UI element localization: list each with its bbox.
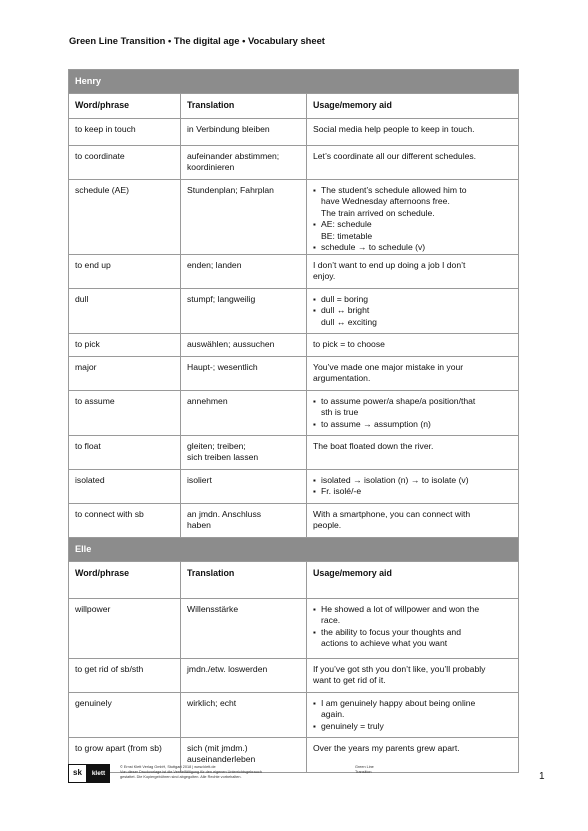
translation-line: isoliert <box>187 475 212 485</box>
usage-cell <box>307 470 518 503</box>
usage-cell <box>307 659 518 692</box>
usage-cell <box>307 357 518 390</box>
logo-sk: sk <box>68 764 87 783</box>
series-name <box>355 765 374 775</box>
vocab-row <box>69 599 518 659</box>
usage-bullet: ▪ AE: schedule <box>313 219 514 230</box>
translation-cell <box>181 693 307 737</box>
usage-cell <box>307 436 518 469</box>
translation-line: in Verbindung bleiben <box>187 124 270 134</box>
usage-line: Over the years my parents grew apart. <box>313 743 460 753</box>
translation-cell <box>181 357 307 390</box>
word-cell: schedule (AE) <box>69 180 181 254</box>
translation-cell <box>181 119 307 145</box>
translation-cell <box>181 391 307 435</box>
series-line: Transition <box>355 770 372 775</box>
translation-line: enden; landen <box>187 260 242 270</box>
usage-line: argumentation. <box>313 373 371 384</box>
usage-line: The boat floated down the river. <box>313 441 434 451</box>
usage-cell <box>307 391 518 435</box>
translation-line: Stundenplan; Fahrplan <box>187 185 274 195</box>
column-header-translation: Translation <box>181 94 307 118</box>
usage-line: race. <box>321 615 341 626</box>
translation-cell <box>181 470 307 503</box>
word-cell: to connect with sb <box>69 504 181 537</box>
usage-bullet: ▪ isolated → isolation (n) → to isolate (v) <box>313 475 514 486</box>
translation-cell <box>181 599 307 658</box>
usage-line: people. <box>313 520 342 531</box>
translation-line: koordinieren <box>187 162 235 173</box>
word-cell: to end up <box>69 255 181 288</box>
usage-bullet: ▪ I am genuinely happy about being online <box>313 698 514 709</box>
copyright-line: Von dieser Druckvorlage ist die Vervielfältigung für den eigenen Unterrichtsgebrauch <box>120 770 262 775</box>
vocabulary-table <box>68 69 519 773</box>
usage-cell <box>307 255 518 288</box>
word-cell: major <box>69 357 181 390</box>
translation-line: an jmdn. Anschluss <box>187 509 262 519</box>
klett-logo <box>68 764 110 783</box>
usage-line: I don’t want to end up doing a job I don’t <box>313 260 466 270</box>
section-header: Elle <box>69 538 518 562</box>
usage-bullet: ▪ the ability to focus your thoughts and <box>313 627 514 638</box>
copyright-text <box>120 765 262 781</box>
translation-line: auseinanderleben <box>187 754 256 765</box>
translation-line: haben <box>187 520 211 531</box>
vocab-row <box>69 119 518 146</box>
logo-klett: klett <box>87 764 110 783</box>
vocab-row <box>69 334 518 357</box>
translation-line: sich treiben lassen <box>187 452 259 463</box>
vocab-row <box>69 391 518 436</box>
usage-bullet: ▪ Fr. isolé/-e <box>313 486 514 497</box>
series-line: Green Line <box>355 765 374 769</box>
translation-cell <box>181 289 307 333</box>
translation-line: sich (mit jmdm.) <box>187 743 248 753</box>
column-header-usage: Usage/memory aid <box>313 100 392 110</box>
column-header-translation: Translation <box>181 562 307 598</box>
usage-cell <box>307 180 518 254</box>
usage-bullet: ▪ to assume power/a shape/a position/that <box>313 396 514 407</box>
word-cell: to keep in touch <box>69 119 181 145</box>
word-cell: to coordinate <box>69 146 181 179</box>
translation-line: Willensstärke <box>187 604 239 614</box>
vocab-row <box>69 180 518 255</box>
column-header-usage: Usage/memory aid <box>313 568 392 578</box>
translation-line: stumpf; langweilig <box>187 294 256 304</box>
word-cell: isolated <box>69 470 181 503</box>
translation-line: annehmen <box>187 396 228 406</box>
usage-bullet: ▪ The student’s schedule allowed him to <box>313 185 514 196</box>
vocab-row <box>69 255 518 289</box>
word-cell: to float <box>69 436 181 469</box>
column-header-word: Word/phrase <box>69 562 181 598</box>
usage-cell <box>307 119 518 145</box>
vocab-row <box>69 659 518 693</box>
usage-cell <box>307 146 518 179</box>
translation-cell <box>181 146 307 179</box>
usage-bullet: ▪ dull = boring <box>313 294 514 305</box>
usage-line: actions to achieve what you want <box>321 638 448 649</box>
usage-line: You’ve made one major mistake in your <box>313 362 464 372</box>
column-header-word: Word/phrase <box>69 94 181 118</box>
word-cell: willpower <box>69 599 181 658</box>
vocab-row <box>69 436 518 470</box>
usage-line: Social media help people to keep in touch. <box>313 124 475 134</box>
word-cell: dull <box>69 289 181 333</box>
usage-cell <box>307 504 518 537</box>
usage-bullet: ▪ genuinely = truly <box>313 721 514 732</box>
column-header-row <box>69 94 518 119</box>
translation-cell <box>181 436 307 469</box>
vocab-row <box>69 357 518 391</box>
word-cell: to assume <box>69 391 181 435</box>
vocab-row <box>69 470 518 504</box>
translation-line: jmdn./etw. loswerden <box>187 664 268 674</box>
usage-line: enjoy. <box>313 271 336 282</box>
page-number: 1 <box>539 771 545 782</box>
column-header-row <box>69 562 518 599</box>
usage-line: have Wednesday afternoons free. <box>321 196 450 207</box>
usage-line: With a smartphone, you can connect with <box>313 509 471 519</box>
translation-line: wirklich; echt <box>187 698 237 708</box>
usage-bullet: ▪ dull ↔ bright <box>313 305 514 316</box>
usage-bullet: ▪ to assume → assumption (n) <box>313 419 514 430</box>
usage-line: The train arrived on schedule. <box>321 207 435 218</box>
translation-line: Haupt-; wesentlich <box>187 362 258 372</box>
translation-cell <box>181 255 307 288</box>
usage-line: dull ↔ exciting <box>321 316 377 327</box>
usage-line: again. <box>321 709 345 720</box>
translation-line: auswählen; aussuchen <box>187 339 275 349</box>
copyright-line: © Ernst Klett Verlag GmbH, Stuttgart 2018 | www.klett.de <box>120 765 216 769</box>
usage-cell <box>307 693 518 737</box>
translation-cell <box>181 334 307 356</box>
word-cell: to get rid of sb/sth <box>69 659 181 692</box>
word-cell: to pick <box>69 334 181 356</box>
copyright-line: gestattet. Die Kopiergebühren sind abgegolten. Alle Rechte vorbehalten. <box>120 775 242 780</box>
section-header: Henry <box>69 70 518 94</box>
usage-line: want to get rid of it. <box>313 675 386 686</box>
usage-bullet: ▪ schedule → to schedule (v) <box>313 242 514 253</box>
usage-cell <box>307 289 518 333</box>
usage-cell <box>307 334 518 356</box>
usage-line: sth is true <box>321 407 359 418</box>
vocab-row <box>69 146 518 180</box>
vocab-row <box>69 693 518 738</box>
vocab-row <box>69 504 518 538</box>
usage-line: to pick = to choose <box>313 339 385 349</box>
translation-cell <box>181 180 307 254</box>
usage-line: BE: timetable <box>321 230 373 241</box>
footer <box>68 763 517 785</box>
usage-line: If you’ve got sth you don’t like, you’ll probably <box>313 664 486 674</box>
word-cell: to grow apart (from sb) <box>69 738 181 772</box>
translation-line: aufeinander abstimmen; <box>187 151 280 161</box>
translation-cell <box>181 659 307 692</box>
usage-cell <box>307 599 518 658</box>
usage-line: Let’s coordinate all our different schedules. <box>313 151 477 161</box>
page-title: Green Line Transition • The digital age • Vocabulary sheet <box>69 35 325 46</box>
usage-bullet: ▪ He showed a lot of willpower and won the <box>313 604 514 615</box>
translation-line: gleiten; treiben; <box>187 441 246 451</box>
word-cell: genuinely <box>69 693 181 737</box>
vocab-row <box>69 289 518 334</box>
translation-cell <box>181 504 307 537</box>
